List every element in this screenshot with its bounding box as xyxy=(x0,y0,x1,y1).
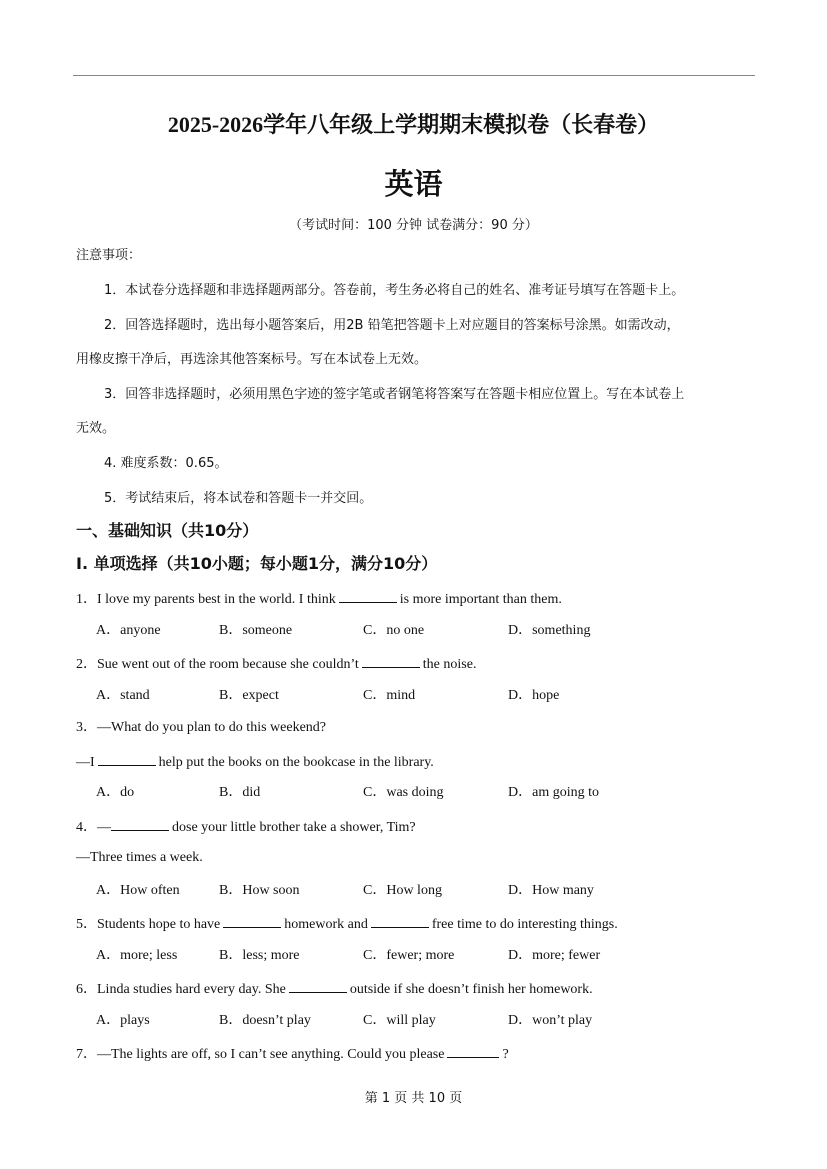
option-c: C．no one xyxy=(363,623,425,638)
note-line: 2．回答选择题时，选出每小题答案后，用2B 铅笔把答题卡上对应题目的答案标号涂黑。如需改动， xyxy=(104,318,680,333)
note-line: 无效。 xyxy=(76,421,116,436)
option-b: B．less; more xyxy=(219,948,300,963)
option-b: B．did xyxy=(219,785,261,800)
exam-title: 2025-2026学年八年级上学期期末模拟卷（长春卷） xyxy=(167,112,660,137)
question-1: 1．I love my parents best in the world. I think is more important than them. xyxy=(76,589,562,609)
note-line: 用橡皮擦干净后，再选涂其他答案标号。写在本试卷上无效。 xyxy=(76,352,428,367)
option-c: C．mind xyxy=(363,688,416,703)
note-line: 4. 难度系数：0.65。 xyxy=(104,456,228,471)
question-5: 5．Students hope to have homework and free time to do interesting things. xyxy=(76,914,618,934)
option-c: C．How long xyxy=(363,883,442,898)
note-line: 1．本试卷分选择题和非选择题两部分。答卷前，考生务必将自己的姓名、准考证号填写在答题卡上。 xyxy=(104,283,685,298)
option-d: D．How many xyxy=(508,883,594,898)
notes-heading: 注意事项： xyxy=(76,248,142,263)
option-d: D．won’t play xyxy=(508,1013,593,1028)
option-a: A．plays xyxy=(96,1013,150,1028)
note-line: 3．回答非选择题时，必须用黑色字迹的签字笔或者钢笔将答案写在答题卡相应位置上。写在本试卷上 xyxy=(104,387,685,402)
subject-title: 英语 xyxy=(384,167,443,201)
option-d: D．hope xyxy=(508,688,560,703)
option-d: D．more; fewer xyxy=(508,948,601,963)
option-a: A．How often xyxy=(96,883,180,898)
question-4-answer: —Three times a week. xyxy=(76,850,203,865)
option-a: A．do xyxy=(96,785,135,800)
question-2: 2．Sue went out of the room because she couldn’t the noise. xyxy=(76,654,476,674)
part-heading: I. 单项选择（共10小题；每小题1分，满分10分） xyxy=(76,554,438,573)
option-a: A．stand xyxy=(96,688,150,703)
question-3: 3．—What do you plan to do this weekend? xyxy=(76,720,327,735)
option-d: D．something xyxy=(508,623,591,638)
question-7: 7．—The lights are off, so I can’t see anything. Could you please ? xyxy=(76,1044,509,1064)
header-rule xyxy=(73,75,755,76)
page-number: 第 1 页 共 10 页 xyxy=(364,1091,463,1106)
question-3-answer: —I help put the books on the bookcase in the library. xyxy=(76,752,434,772)
option-b: B．doesn’t play xyxy=(219,1013,311,1028)
exam-info: （考试时间：100 分钟 试卷满分：90 分） xyxy=(289,218,538,233)
option-d: D．am going to xyxy=(508,785,599,800)
option-c: C．was doing xyxy=(363,785,444,800)
question-4: 4．— dose your little brother take a shower, Tim? xyxy=(76,817,416,837)
option-c: C．fewer; more xyxy=(363,948,455,963)
question-6: 6．Linda studies hard every day. She outside if she doesn’t finish her homework. xyxy=(76,979,593,999)
option-c: C．will play xyxy=(363,1013,436,1028)
option-a: A．more; less xyxy=(96,948,178,963)
option-b: B．someone xyxy=(219,623,293,638)
section-heading: 一、基础知识（共10分） xyxy=(76,521,259,540)
option-b: B．expect xyxy=(219,688,279,703)
option-a: A．anyone xyxy=(96,623,161,638)
note-line: 5．考试结束后，将本试卷和答题卡一并交回。 xyxy=(104,491,373,506)
option-b: B．How soon xyxy=(219,883,300,898)
